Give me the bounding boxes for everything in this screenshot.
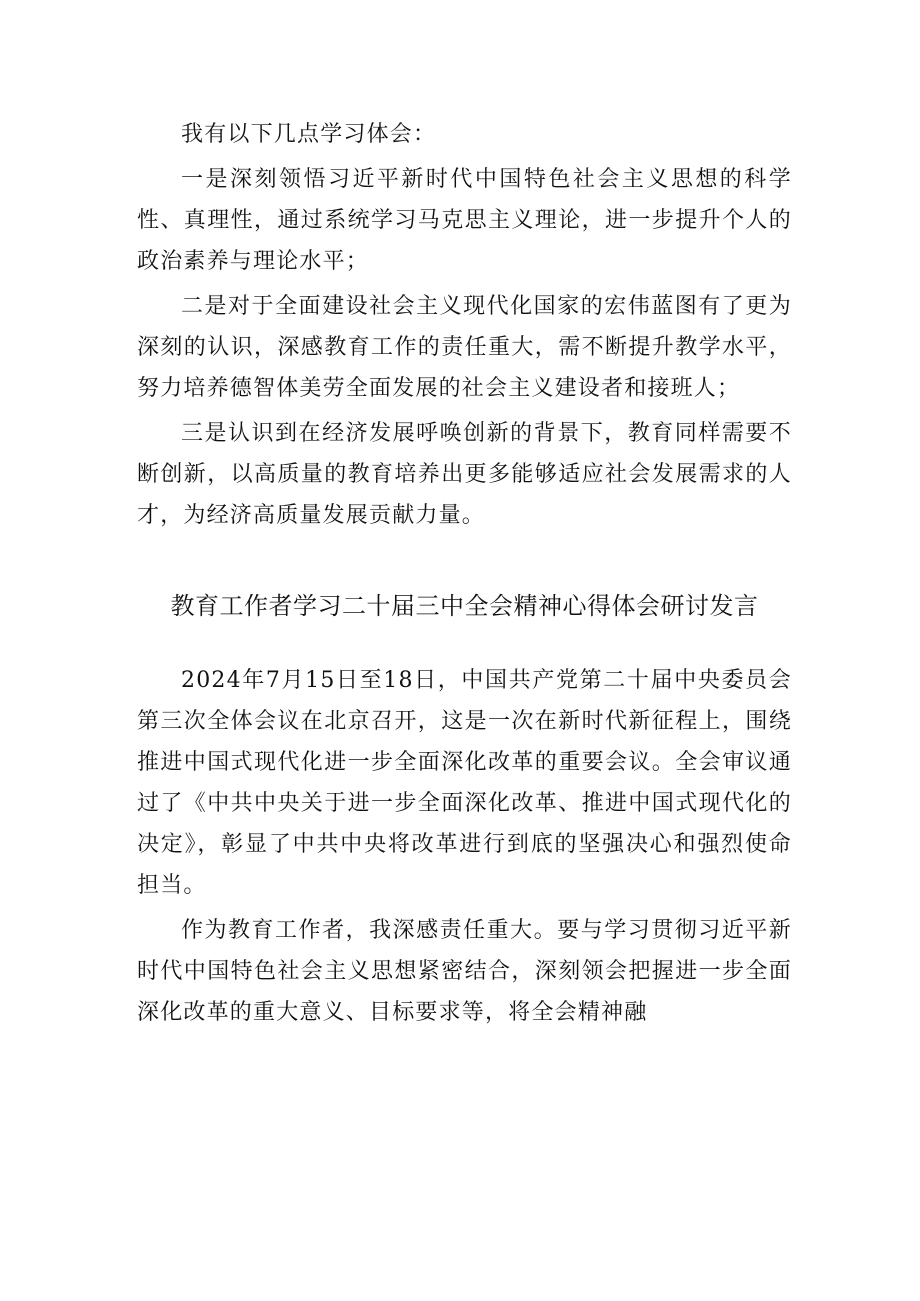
speech-body (137, 660, 792, 1033)
body-paragraph-educator: 作为教育工作者，我深感责任重大。要与学习贯彻习近平新时代中国特色社会主义思想紧密结合，深刻领会把握进一步全面深化改革的重大意义、目标要求等，将全会精神融 (137, 918, 792, 1025)
point-two-paragraph: 二是对于全面建设社会主义现代化国家的宏伟蓝图有了更为深刻的认识，深感教育工作的责任重大，需不断提升教学水平，努力培养德智体美劳全面发展的社会主义建设者和接班人； (137, 294, 792, 401)
point-three-paragraph: 三是认识到在经济发展呼唤创新的背景下，教育同样需要不断创新，以高质量的教育培养出更多能够适应社会发展需求的人才，为经济高质量发展贡献力量。 (137, 421, 792, 528)
point-one-paragraph: 一是深刻领悟习近平新时代中国特色社会主义思想的科学性、真理性，通过系统学习马克思主义理论，进一步提升个人的政治素养与理论水平； (137, 167, 792, 274)
document-title: 教育工作者学习二十届三中全会精神心得体会研讨发言 (170, 592, 759, 620)
body-paragraph-meeting: 2024年7月15日至18日，中国共产党第二十届中央委员会第三次全体会议在北京召开，这是一次在新时代新征程上，围绕推进中国式现代化进一步全面深化改革的重要会议。全会审议通过了《中共中央关于进一步全面深化改革、推进中国式现代化的决定》，彰显了中共中央将改革进行到底的坚强决心和强烈使命担当。 (137, 668, 792, 898)
intro-paragraph: 我有以下几点学习体会： (181, 122, 437, 147)
document-content (137, 114, 792, 1033)
